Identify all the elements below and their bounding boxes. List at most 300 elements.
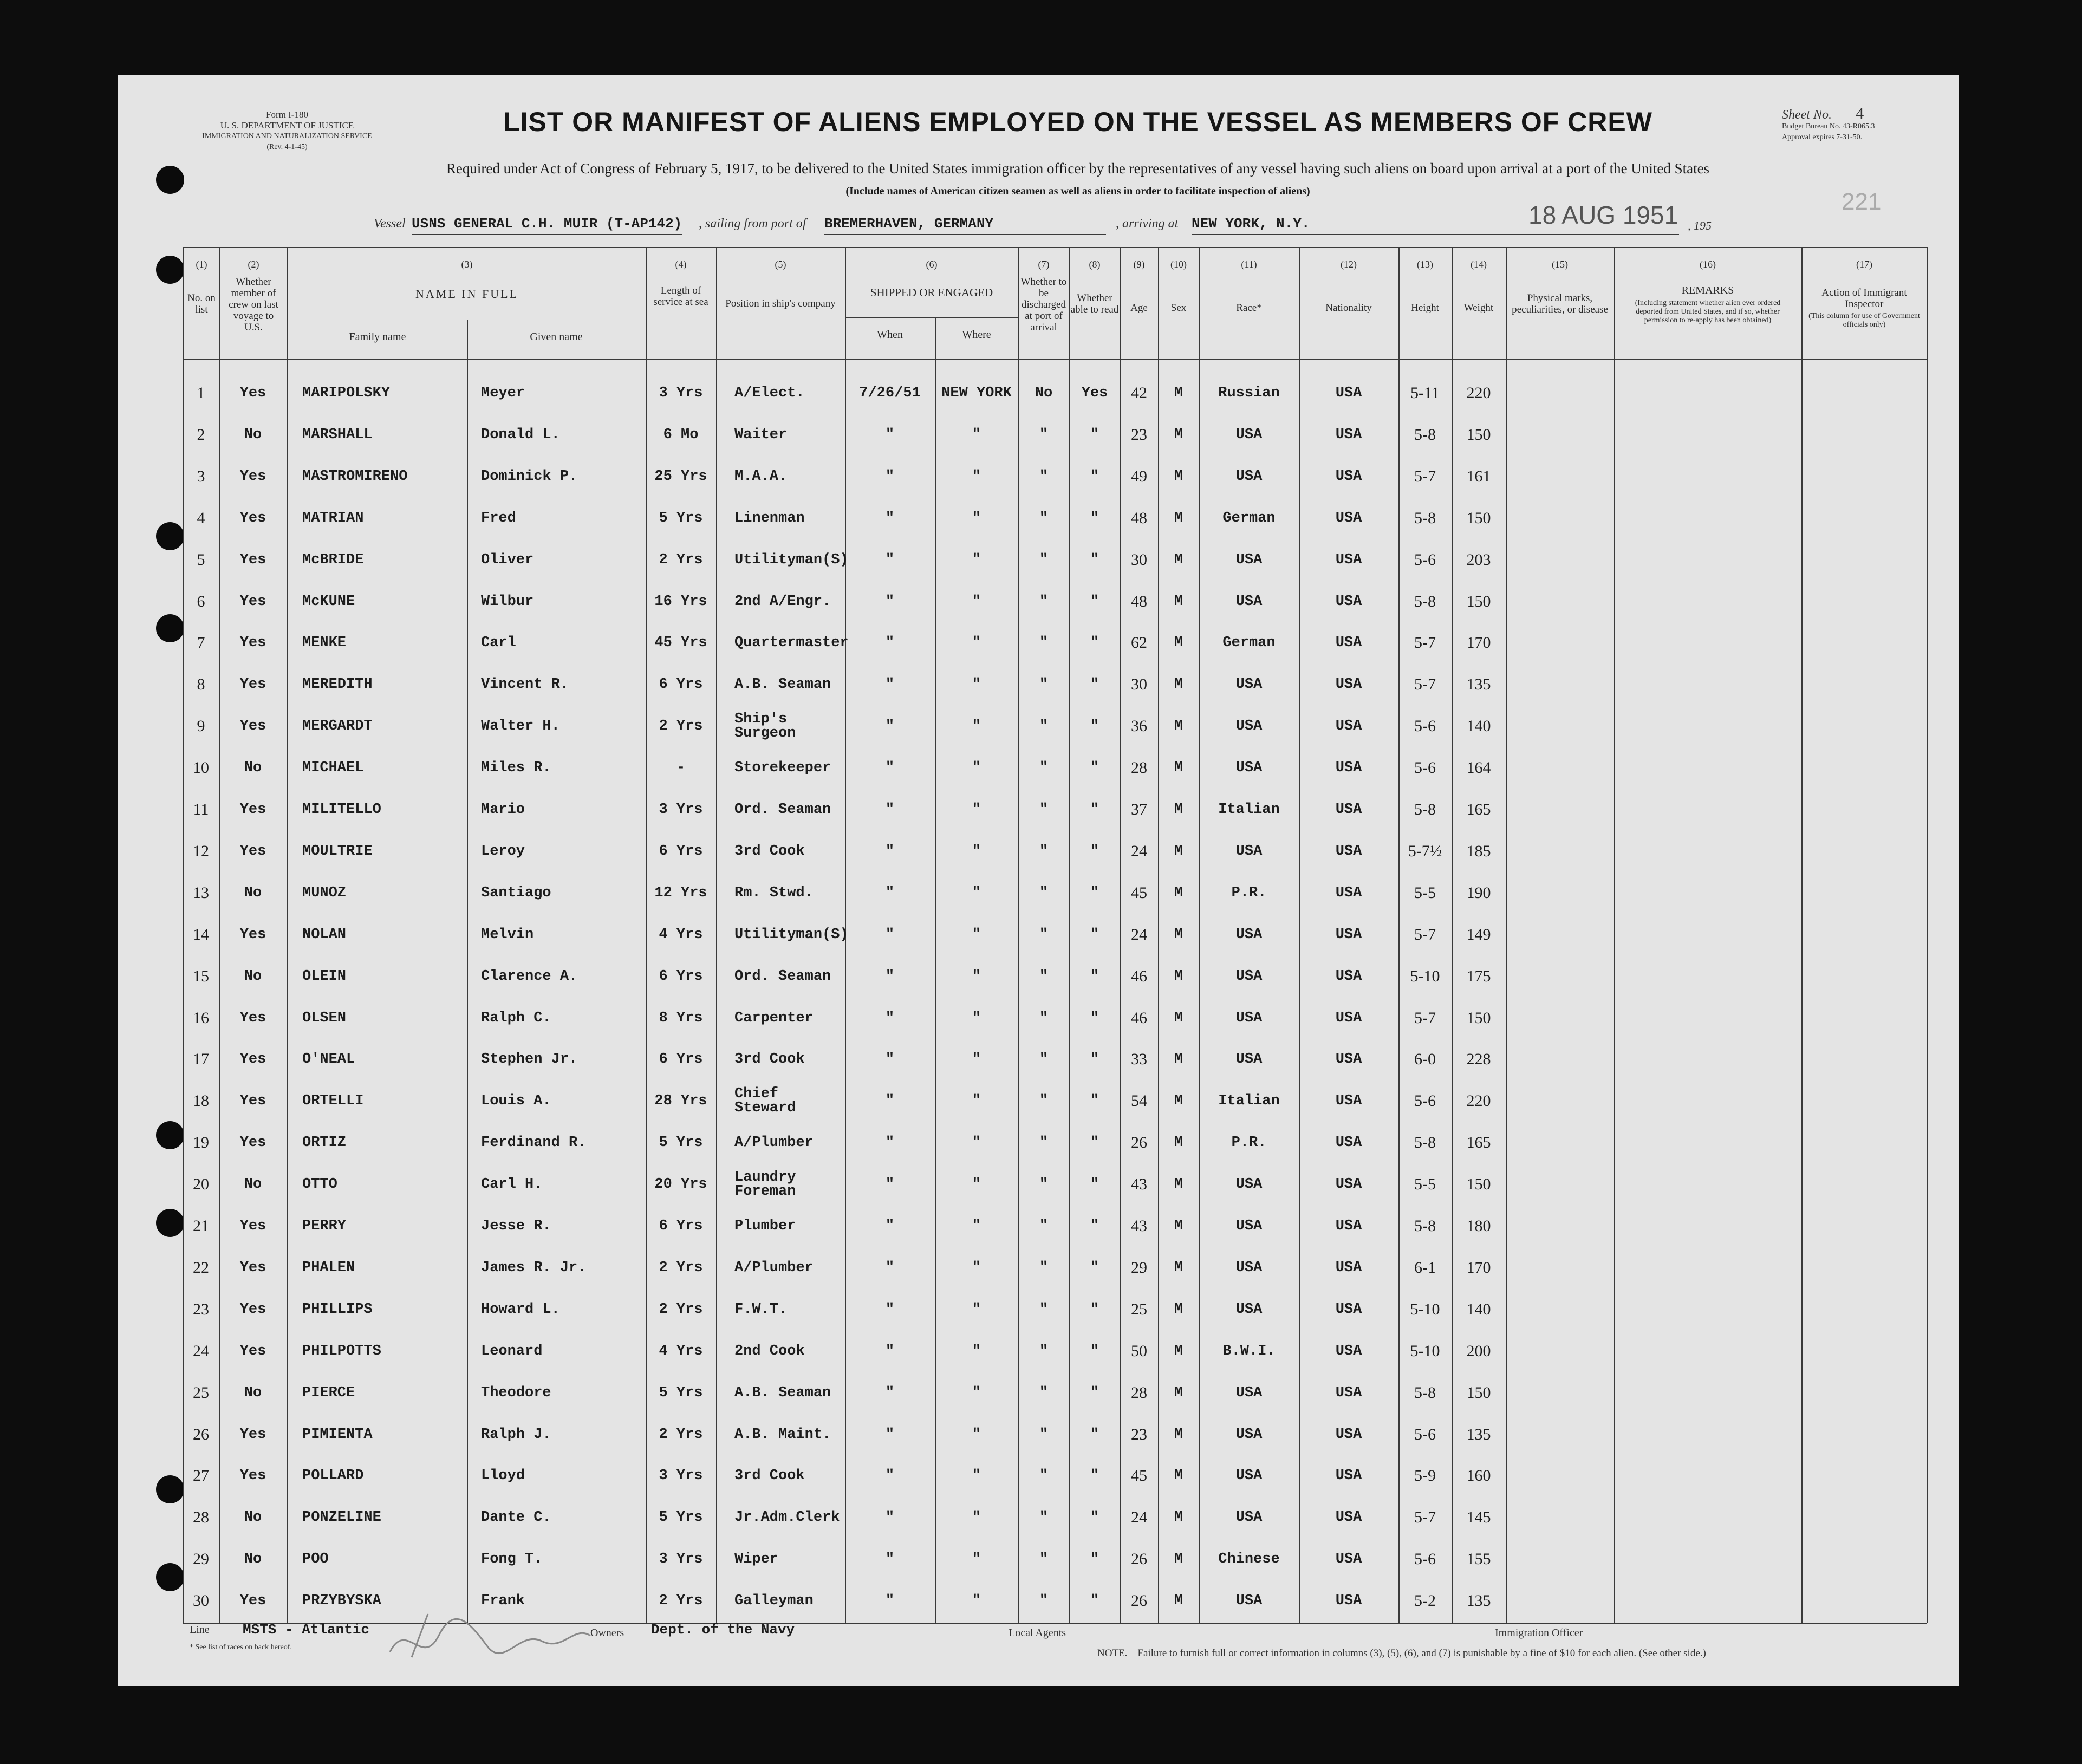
weight: 150 xyxy=(1466,592,1491,610)
race: B.W.I. xyxy=(1222,1343,1276,1359)
sex: M xyxy=(1174,551,1183,568)
position: F.W.T. xyxy=(734,1301,788,1318)
col14-number: (14) xyxy=(1471,259,1487,270)
service-length: 5 Yrs xyxy=(659,1509,703,1526)
family-name: PHILPOTTS xyxy=(302,1343,381,1359)
discharged: No xyxy=(1035,385,1053,401)
family-name: OLSEN xyxy=(302,1010,347,1026)
shipped-when: " xyxy=(885,510,895,526)
shipped-sub-rule xyxy=(845,317,1018,318)
discharged: " xyxy=(1039,718,1049,735)
col6-number: (6) xyxy=(926,259,938,270)
shipped-when: " xyxy=(885,1259,895,1276)
shipped-when: " xyxy=(885,843,895,860)
nationality: USA xyxy=(1335,1051,1362,1068)
family-name: MATRIAN xyxy=(302,510,364,526)
sex: M xyxy=(1174,718,1183,735)
height: 5-10 xyxy=(1410,967,1440,985)
shipped-where: " xyxy=(972,1176,981,1193)
height: 5-8 xyxy=(1414,800,1436,818)
nationality: USA xyxy=(1335,1259,1362,1276)
weight: 200 xyxy=(1466,1342,1491,1360)
given-name: James R. Jr. xyxy=(481,1259,587,1276)
discharged: " xyxy=(1039,1551,1049,1568)
race: Chinese xyxy=(1218,1551,1280,1568)
able-to-read: " xyxy=(1090,1343,1099,1359)
age: 23 xyxy=(1131,1425,1147,1443)
family-name: OLEIN xyxy=(302,968,347,985)
row-number: 2 xyxy=(197,425,205,444)
shipped-where: " xyxy=(972,676,981,693)
race: USA xyxy=(1235,551,1263,568)
discharged: " xyxy=(1039,1509,1049,1526)
sheet-label: Sheet No. xyxy=(1782,108,1832,122)
previous-voyage: No xyxy=(244,760,262,777)
previous-voyage: Yes xyxy=(239,718,266,735)
family-name: OTTO xyxy=(302,1176,337,1193)
position: Utilityman(S) xyxy=(734,926,849,943)
given-name: Lloyd xyxy=(481,1468,525,1485)
discharged: " xyxy=(1039,551,1049,568)
able-to-read: " xyxy=(1090,1259,1099,1276)
discharged: " xyxy=(1039,1010,1049,1026)
departure-port: BREMERHAVEN, GERMANY xyxy=(824,216,994,232)
shipped-where: " xyxy=(972,1259,981,1276)
shipped-when: " xyxy=(885,1301,895,1318)
col3-number: (3) xyxy=(461,259,473,270)
nationality: USA xyxy=(1335,551,1362,568)
shipped-when: " xyxy=(885,1593,895,1610)
sex: M xyxy=(1174,1384,1183,1401)
position: A/Plumber xyxy=(734,1259,814,1276)
given-name: Leonard xyxy=(481,1343,543,1359)
date-stamp: 18 AUG 1951 xyxy=(1528,201,1678,229)
able-to-read: " xyxy=(1090,1218,1099,1234)
weight: 164 xyxy=(1466,759,1491,777)
weight: 150 xyxy=(1466,425,1491,444)
previous-voyage: Yes xyxy=(239,1343,266,1359)
age: 29 xyxy=(1131,1258,1147,1277)
sex: M xyxy=(1174,1301,1183,1318)
given-name: Santiago xyxy=(481,884,551,901)
position: A.B. Maint. xyxy=(734,1426,831,1443)
weight: 140 xyxy=(1466,1300,1491,1318)
able-to-read: " xyxy=(1090,1051,1099,1068)
shipped-where: " xyxy=(972,884,981,901)
table-row xyxy=(0,1080,1840,1122)
service-length: 12 Yrs xyxy=(654,884,707,901)
age: 46 xyxy=(1131,1008,1147,1027)
table-row xyxy=(0,956,1840,997)
able-to-read: " xyxy=(1090,884,1099,901)
race: USA xyxy=(1235,1384,1263,1401)
col3-header: NAME IN FULL xyxy=(415,287,518,301)
table-row xyxy=(0,914,1840,955)
service-length: 6 Yrs xyxy=(659,843,703,860)
table-row xyxy=(0,1164,1840,1205)
height: 5-10 xyxy=(1410,1300,1440,1318)
family-name: PIERCE xyxy=(302,1384,355,1401)
row-number: 20 xyxy=(193,1175,209,1194)
race: USA xyxy=(1235,468,1263,485)
age: 28 xyxy=(1131,759,1147,777)
sex: M xyxy=(1174,1551,1183,1568)
sex: M xyxy=(1174,676,1183,693)
given-name: Wilbur xyxy=(481,593,534,610)
previous-voyage: Yes xyxy=(239,802,266,818)
race: USA xyxy=(1235,1426,1263,1443)
sheet-number: 4 xyxy=(1856,105,1864,122)
able-to-read: " xyxy=(1090,1426,1099,1443)
able-to-read: " xyxy=(1090,968,1099,985)
able-to-read: " xyxy=(1090,676,1099,693)
table-row xyxy=(0,1455,1840,1496)
family-name: PIMIENTA xyxy=(302,1426,373,1443)
discharged: " xyxy=(1039,1426,1049,1443)
table-row xyxy=(0,1122,1840,1163)
sex: M xyxy=(1174,1259,1183,1276)
age: 30 xyxy=(1131,550,1147,569)
nationality: USA xyxy=(1335,635,1362,652)
col5-number: (5) xyxy=(775,259,786,270)
service-length: - xyxy=(676,760,686,777)
col17-header: Action of Immigrant Inspector xyxy=(1821,287,1907,310)
nationality: USA xyxy=(1335,593,1362,610)
height: 5-7 xyxy=(1414,925,1436,943)
given-name: Miles R. xyxy=(481,760,551,777)
previous-voyage: Yes xyxy=(239,1051,266,1068)
height: 5-6 xyxy=(1414,759,1436,777)
previous-voyage: Yes xyxy=(239,1593,266,1610)
nationality: USA xyxy=(1335,1218,1362,1234)
discharged: " xyxy=(1039,802,1049,818)
service-length: 6 Yrs xyxy=(659,1051,703,1068)
row-number: 1 xyxy=(197,384,205,402)
shipped-when: " xyxy=(885,1218,895,1234)
row-number: 4 xyxy=(197,509,205,527)
row-number: 16 xyxy=(193,1008,209,1027)
penalty-note: NOTE.—Failure to furnish full or correct information in columns (3), (5), (6), and (7) is punishable by a fine of $10 for each alien. (See other side.) xyxy=(1097,1648,1706,1659)
row-number: 12 xyxy=(193,842,209,860)
race: USA xyxy=(1235,1176,1263,1193)
weight: 190 xyxy=(1466,883,1491,902)
previous-voyage: No xyxy=(244,426,262,443)
discharged: " xyxy=(1039,1051,1049,1068)
shipped-when: " xyxy=(885,635,895,652)
previous-voyage: Yes xyxy=(239,1010,266,1026)
col13-header: Height xyxy=(1411,302,1439,314)
previous-voyage: Yes xyxy=(239,468,266,485)
table-row xyxy=(0,1039,1840,1080)
form-dept: U. S. DEPARTMENT OF JUSTICE xyxy=(220,120,354,131)
height: 5-10 xyxy=(1410,1342,1440,1360)
row-number: 9 xyxy=(197,717,205,735)
shipped-when: " xyxy=(885,1468,895,1485)
given-name: Donald L. xyxy=(481,426,560,443)
able-to-read: " xyxy=(1090,551,1099,568)
col5-header: Position in ship's company xyxy=(725,298,836,309)
age: 45 xyxy=(1131,883,1147,902)
shipped-when: " xyxy=(885,1551,895,1568)
position: Utilityman(S) xyxy=(734,551,849,568)
immigration-officer-label: Immigration Officer xyxy=(1495,1627,1583,1639)
family-name: MARSHALL xyxy=(302,426,373,443)
previous-voyage: Yes xyxy=(239,1301,266,1318)
shipped-where: " xyxy=(972,843,981,860)
previous-voyage: Yes xyxy=(239,593,266,610)
position: A/Plumber xyxy=(734,1135,814,1151)
position: A/Elect. xyxy=(734,385,805,401)
age: 42 xyxy=(1131,384,1147,402)
age: 36 xyxy=(1131,717,1147,735)
shipped-where: " xyxy=(972,1384,981,1401)
table-column-rule xyxy=(1927,247,1928,1623)
col4-header: Length of service at sea xyxy=(653,285,708,308)
service-length: 25 Yrs xyxy=(654,468,707,485)
able-to-read: " xyxy=(1090,635,1099,652)
age: 46 xyxy=(1131,967,1147,985)
row-number: 13 xyxy=(193,883,209,902)
shipped-where: " xyxy=(972,635,981,652)
able-to-read: " xyxy=(1090,718,1099,735)
height: 5-7 xyxy=(1414,634,1436,652)
shipped-when: " xyxy=(885,968,895,985)
position: Galleyman xyxy=(734,1593,814,1610)
height: 5-6 xyxy=(1414,1550,1436,1568)
position: 3rd Cook xyxy=(734,1051,805,1068)
stamp-number: 221 xyxy=(1842,188,1882,215)
subtitle: Required under Act of Congress of February 5, 1917, to be delivered to the United States immigration officer by the representatives of any vessel having such aliens on board upon arrival at a port of the United States xyxy=(446,160,1710,177)
service-length: 3 Yrs xyxy=(659,802,703,818)
previous-voyage: Yes xyxy=(239,385,266,401)
sex: M xyxy=(1174,1468,1183,1485)
signature xyxy=(379,1603,596,1674)
agents-label: Local Agents xyxy=(1009,1627,1066,1639)
position: Waiter xyxy=(734,426,788,443)
position: A.B. Seaman xyxy=(734,1384,831,1401)
previous-voyage: Yes xyxy=(239,1259,266,1276)
approval-expires: Approval expires 7-31-50. xyxy=(1782,133,1863,141)
row-number: 27 xyxy=(193,1467,209,1485)
shipped-when: " xyxy=(885,1135,895,1151)
shipped-where: " xyxy=(972,1051,981,1068)
able-to-read: " xyxy=(1090,843,1099,860)
given-name: Fred xyxy=(481,510,516,526)
discharged: " xyxy=(1039,1384,1049,1401)
arrival-port: NEW YORK, N.Y. xyxy=(1192,216,1310,232)
able-to-read: " xyxy=(1090,1468,1099,1485)
col11-number: (11) xyxy=(1241,259,1257,270)
height: 5-7 xyxy=(1414,467,1436,485)
col6-header: SHIPPED OR ENGAGED xyxy=(870,286,993,299)
able-to-read: " xyxy=(1090,593,1099,610)
age: 49 xyxy=(1131,467,1147,485)
shipped-where: " xyxy=(972,968,981,985)
shipped-where: " xyxy=(972,593,981,610)
service-length: 2 Yrs xyxy=(659,551,703,568)
row-number: 28 xyxy=(193,1508,209,1527)
age: 33 xyxy=(1131,1050,1147,1069)
shipped-when: " xyxy=(885,551,895,568)
col14-header: Weight xyxy=(1463,302,1494,314)
height: 5-9 xyxy=(1414,1467,1436,1485)
col7-header: Whether to be discharged at port of arrival xyxy=(1020,276,1067,333)
nationality: USA xyxy=(1335,1301,1362,1318)
able-to-read: " xyxy=(1090,1384,1099,1401)
family-name: POLLARD xyxy=(302,1468,364,1485)
weight: 203 xyxy=(1466,550,1491,569)
row-number: 3 xyxy=(197,467,205,485)
shipped-where: " xyxy=(972,1301,981,1318)
col10-header: Sex xyxy=(1170,302,1187,314)
table-row xyxy=(0,1580,1840,1622)
form-revision: (Rev. 4-1-45) xyxy=(266,143,308,151)
nationality: USA xyxy=(1335,843,1362,860)
row-number: 29 xyxy=(193,1550,209,1568)
height: 5-7 xyxy=(1414,675,1436,694)
row-number: 17 xyxy=(193,1050,209,1069)
sex: M xyxy=(1174,1093,1183,1110)
table-row xyxy=(0,706,1840,747)
previous-voyage: Yes xyxy=(239,1135,266,1151)
table-row xyxy=(0,622,1840,663)
shipped-where: NEW YORK xyxy=(941,385,1012,401)
shipped-where: " xyxy=(972,1426,981,1443)
discharged: " xyxy=(1039,426,1049,443)
previous-voyage: Yes xyxy=(239,1426,266,1443)
col8-number: (8) xyxy=(1089,259,1101,270)
shipped-where: " xyxy=(972,718,981,735)
table-row xyxy=(0,747,1840,789)
col3-family-header: Family name xyxy=(349,331,406,343)
service-length: 6 Yrs xyxy=(659,676,703,693)
sex: M xyxy=(1174,1509,1183,1526)
service-length: 3 Yrs xyxy=(659,1551,703,1568)
discharged: " xyxy=(1039,1593,1049,1610)
previous-voyage: No xyxy=(244,1551,262,1568)
able-to-read: " xyxy=(1090,926,1099,943)
position: Storekeeper xyxy=(734,760,831,777)
table-header-rule xyxy=(183,359,1927,360)
age: 26 xyxy=(1131,1134,1147,1152)
col2-header: Whether member of crew on last voyage to U.S. xyxy=(229,276,278,333)
weight: 170 xyxy=(1466,634,1491,652)
discharged: " xyxy=(1039,676,1049,693)
col4-number: (4) xyxy=(675,259,687,270)
race: USA xyxy=(1235,1468,1263,1485)
previous-voyage: Yes xyxy=(239,843,266,860)
position: M.A.A. xyxy=(734,468,788,485)
sex: M xyxy=(1174,510,1183,526)
height: 5-7½ xyxy=(1408,842,1442,860)
col16-number: (16) xyxy=(1700,259,1716,270)
discharged: " xyxy=(1039,760,1049,777)
service-length: 2 Yrs xyxy=(659,1301,703,1318)
height: 5-2 xyxy=(1414,1592,1436,1610)
shipped-when: " xyxy=(885,426,895,443)
able-to-read: " xyxy=(1090,1551,1099,1568)
nationality: USA xyxy=(1335,968,1362,985)
family-name: PHILLIPS xyxy=(302,1301,373,1318)
row-number: 11 xyxy=(193,800,209,818)
discharged: " xyxy=(1039,635,1049,652)
weight: 150 xyxy=(1466,1008,1491,1027)
position: Jr.Adm.Clerk xyxy=(734,1509,840,1526)
able-to-read: " xyxy=(1090,1593,1099,1610)
service-length: 5 Yrs xyxy=(659,1384,703,1401)
nationality: USA xyxy=(1335,676,1362,693)
shipped-where: " xyxy=(972,510,981,526)
race: USA xyxy=(1235,1509,1263,1526)
height: 5-8 xyxy=(1414,509,1436,527)
race: USA xyxy=(1235,426,1263,443)
nationality: USA xyxy=(1335,1135,1362,1151)
previous-voyage: Yes xyxy=(239,1468,266,1485)
row-number: 7 xyxy=(197,634,205,652)
row-number: 8 xyxy=(197,675,205,694)
shipped-where: " xyxy=(972,1593,981,1610)
shipped-when: " xyxy=(885,1093,895,1110)
height: 5-8 xyxy=(1414,425,1436,444)
weight: 135 xyxy=(1466,1425,1491,1443)
race: USA xyxy=(1235,1010,1263,1026)
service-length: 45 Yrs xyxy=(654,635,707,652)
sheet-info xyxy=(1782,105,1955,143)
previous-voyage: Yes xyxy=(239,926,266,943)
height: 5-7 xyxy=(1414,1008,1436,1027)
discharged: " xyxy=(1039,1259,1049,1276)
weight: 135 xyxy=(1466,1592,1491,1610)
shipped-where: " xyxy=(972,1218,981,1234)
discharged: " xyxy=(1039,510,1049,526)
weight: 170 xyxy=(1466,1258,1491,1277)
table-row xyxy=(0,831,1840,872)
age: 43 xyxy=(1131,1175,1147,1194)
shipped-when: " xyxy=(885,468,895,485)
weight: 180 xyxy=(1466,1217,1491,1235)
able-to-read: " xyxy=(1090,468,1099,485)
age: 26 xyxy=(1131,1592,1147,1610)
race: USA xyxy=(1235,1259,1263,1276)
shipped-where: " xyxy=(972,1010,981,1026)
given-name: Jesse R. xyxy=(481,1218,551,1234)
discharged: " xyxy=(1039,593,1049,610)
sex: M xyxy=(1174,1135,1183,1151)
shipped-where: " xyxy=(972,1135,981,1151)
weight: 165 xyxy=(1466,1134,1491,1152)
vessel-name: USNS GENERAL C.H. MUIR (T-AP142) xyxy=(412,216,682,232)
discharged: " xyxy=(1039,884,1049,901)
height: 5-5 xyxy=(1414,1175,1436,1194)
family-name: POO xyxy=(302,1551,329,1568)
shipped-where: " xyxy=(972,1093,981,1110)
shipped-where: " xyxy=(972,760,981,777)
position: Ord. Seaman xyxy=(734,968,831,985)
position: Rm. Stwd. xyxy=(734,884,814,901)
family-name: ORTIZ xyxy=(302,1135,347,1151)
nationality: USA xyxy=(1335,468,1362,485)
discharged: " xyxy=(1039,1301,1049,1318)
table-row xyxy=(0,1331,1840,1372)
height: 5-6 xyxy=(1414,550,1436,569)
service-length: 6 Yrs xyxy=(659,968,703,985)
given-name: Fong T. xyxy=(481,1551,543,1568)
col17-subheader: (This column for use of Government officials only) xyxy=(1808,312,1920,329)
col6-where-header: Where xyxy=(962,329,991,341)
table-row xyxy=(0,373,1840,414)
previous-voyage: Yes xyxy=(239,676,266,693)
age: 30 xyxy=(1131,675,1147,694)
